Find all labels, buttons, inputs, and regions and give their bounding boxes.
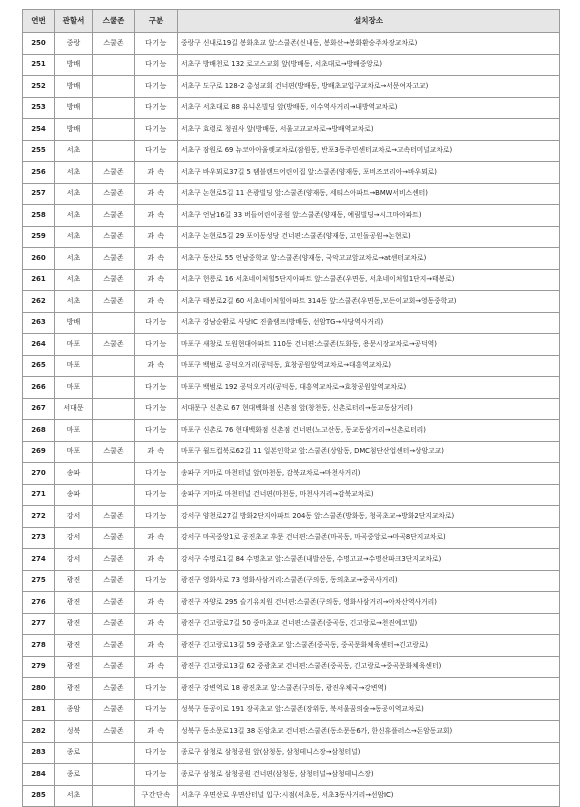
police-station: 서초 — [55, 140, 93, 162]
table-body — [23, 33, 560, 807]
table-row — [23, 484, 560, 506]
table-row — [23, 205, 560, 227]
table-row — [23, 334, 560, 356]
school-zone: 스쿨존 — [93, 570, 135, 592]
police-station: 방배 — [55, 312, 93, 334]
enforcement-type: 다기능 — [135, 420, 178, 442]
row-number: 260 — [23, 248, 55, 270]
row-number: 285 — [23, 785, 55, 807]
police-station: 송파 — [55, 463, 93, 485]
enforcement-type: 다기능 — [135, 377, 178, 399]
row-number: 279 — [23, 656, 55, 678]
table-row — [23, 764, 560, 786]
police-station: 방배 — [55, 119, 93, 141]
install-location: 중랑구 신내로19길 봉화초교 앞:스쿨존(신내동, 봉화산→봉화환승주차장교차로) — [178, 33, 560, 55]
school-zone — [93, 420, 135, 442]
row-number: 276 — [23, 592, 55, 614]
install-location: 강서구 마곡중앙1로 공진초교 후문 건너편:스쿨존(마곡동, 마곡중앙로→마곡8단지교차로) — [178, 527, 560, 549]
install-location: 서초구 헌릉로 16 서초네이처힐5단지아파트 앞:스쿨존(우면동, 서초네이처힐1단지→태봉로) — [178, 269, 560, 291]
school-zone: 스쿨존 — [93, 549, 135, 571]
row-number: 253 — [23, 97, 55, 119]
enforcement-type: 다기능 — [135, 334, 178, 356]
enforcement-type: 다기능 — [135, 312, 178, 334]
enforcement-type: 다기능 — [135, 506, 178, 528]
install-location: 송파구 거마로 마천터널 앞(마천동, 감북교차로→마천사거리) — [178, 463, 560, 485]
enforcement-type: 과 속 — [135, 248, 178, 270]
install-location: 광진구 자양로 295 슬기유치원 건너편:스쿨존(구의동, 영화사삼거리→아차산역사거리) — [178, 592, 560, 614]
table-row — [23, 183, 560, 205]
school-zone: 스쿨존 — [93, 334, 135, 356]
install-location: 서초구 강남순환로 사당IC 진출램프(방배동, 선암TG→사당역사거리) — [178, 312, 560, 334]
install-location: 서초구 언남16길 33 버들어린이공원 앞:스쿨존(양재동, 예림빌딩→시그마아파트) — [178, 205, 560, 227]
header-location: 설치장소 — [178, 10, 560, 33]
police-station: 광진 — [55, 678, 93, 700]
school-zone — [93, 312, 135, 334]
row-number: 281 — [23, 699, 55, 721]
enforcement-type: 다기능 — [135, 140, 178, 162]
install-location: 서초구 효령로 청권사 앞(방배동, 서울고교교차로→방배역교차로) — [178, 119, 560, 141]
school-zone: 스쿨존 — [93, 506, 135, 528]
police-station: 서대문 — [55, 398, 93, 420]
enforcement-type: 과 속 — [135, 205, 178, 227]
camera-location-table — [22, 9, 560, 807]
enforcement-type: 다기능 — [135, 484, 178, 506]
school-zone: 스쿨존 — [93, 33, 135, 55]
police-station: 방배 — [55, 54, 93, 76]
enforcement-type: 다기능 — [135, 570, 178, 592]
table-row — [23, 549, 560, 571]
header-station: 관할서 — [55, 10, 93, 33]
school-zone: 스쿨존 — [93, 183, 135, 205]
school-zone: 스쿨존 — [93, 721, 135, 743]
police-station: 서초 — [55, 785, 93, 807]
install-location: 마포구 신촌로 76 현대백화점 신촌점 건너편(노고산동, 동교동삼거리→신촌로터리) — [178, 420, 560, 442]
police-station: 광진 — [55, 592, 93, 614]
school-zone — [93, 97, 135, 119]
police-station: 방배 — [55, 97, 93, 119]
enforcement-type: 과 속 — [135, 613, 178, 635]
enforcement-type: 다기능 — [135, 699, 178, 721]
row-number: 265 — [23, 355, 55, 377]
police-station: 강서 — [55, 527, 93, 549]
row-number: 251 — [23, 54, 55, 76]
school-zone: 스쿨존 — [93, 699, 135, 721]
install-location: 광진구 영화사로 73 영화사삼거리:스쿨존(구의동, 동의초교→중곡사거리) — [178, 570, 560, 592]
police-station: 마포 — [55, 334, 93, 356]
install-location: 서초구 동산로 55 언남중학교 앞:스쿨존(양재동, 국악고교앞교차로→at센터교차로) — [178, 248, 560, 270]
school-zone — [93, 463, 135, 485]
school-zone: 스쿨존 — [93, 248, 135, 270]
install-location: 마포구 백범로 192 공덕오거리(공덕동, 대흥역교차로→효창공원앞역교차로) — [178, 377, 560, 399]
table-row — [23, 570, 560, 592]
police-station: 마포 — [55, 420, 93, 442]
row-number: 267 — [23, 398, 55, 420]
enforcement-type: 다기능 — [135, 463, 178, 485]
school-zone — [93, 140, 135, 162]
row-number: 268 — [23, 420, 55, 442]
school-zone — [93, 398, 135, 420]
police-station: 서초 — [55, 205, 93, 227]
row-number: 258 — [23, 205, 55, 227]
row-number: 275 — [23, 570, 55, 592]
install-location: 서초구 방배천로 132 로고스교회 앞(방배동, 서초대로→방배중앙로) — [178, 54, 560, 76]
install-location: 성북구 동소문로13길 38 돈암초교 건너편:스쿨존(동소문동6가, 한신휴플러스→돈암동교회) — [178, 721, 560, 743]
row-number: 277 — [23, 613, 55, 635]
enforcement-type: 다기능 — [135, 742, 178, 764]
table-row — [23, 269, 560, 291]
install-location: 광진구 긴고랑로13길 59 중광초교 앞:스쿨존(중곡동, 중곡문화체육센터→긴고랑로) — [178, 635, 560, 657]
school-zone — [93, 76, 135, 98]
header-no: 연번 — [23, 10, 55, 33]
table-row — [23, 613, 560, 635]
install-location: 광진구 강변역로 18 광진초교 앞:스쿨존(구의동, 광진우체국→강변역) — [178, 678, 560, 700]
row-number: 261 — [23, 269, 55, 291]
enforcement-type: 과 속 — [135, 527, 178, 549]
row-number: 264 — [23, 334, 55, 356]
school-zone: 스쿨존 — [93, 205, 135, 227]
row-number: 255 — [23, 140, 55, 162]
table-row — [23, 140, 560, 162]
school-zone: 스쿨존 — [93, 441, 135, 463]
police-station: 서초 — [55, 248, 93, 270]
row-number: 278 — [23, 635, 55, 657]
row-number: 274 — [23, 549, 55, 571]
school-zone: 스쿨존 — [93, 269, 135, 291]
enforcement-type: 과 속 — [135, 162, 178, 184]
row-number: 282 — [23, 721, 55, 743]
row-number: 269 — [23, 441, 55, 463]
school-zone: 스쿨존 — [93, 613, 135, 635]
police-station: 마포 — [55, 377, 93, 399]
install-location: 서초구 논현로5길 29 포이동성당 건너편:스쿨존(양재동, 고인돌공원→논현로) — [178, 226, 560, 248]
police-station: 서초 — [55, 162, 93, 184]
row-number: 250 — [23, 33, 55, 55]
enforcement-type: 과 속 — [135, 269, 178, 291]
row-number: 266 — [23, 377, 55, 399]
table-row — [23, 506, 560, 528]
table-row — [23, 785, 560, 807]
school-zone: 스쿨존 — [93, 678, 135, 700]
table-row — [23, 678, 560, 700]
police-station: 서초 — [55, 291, 93, 313]
row-number: 283 — [23, 742, 55, 764]
enforcement-camera-sheet — [22, 9, 559, 807]
police-station: 강서 — [55, 506, 93, 528]
row-number: 272 — [23, 506, 55, 528]
table-row — [23, 592, 560, 614]
table-row — [23, 527, 560, 549]
row-number: 256 — [23, 162, 55, 184]
table-row — [23, 420, 560, 442]
table-row — [23, 119, 560, 141]
row-number: 257 — [23, 183, 55, 205]
police-station: 서초 — [55, 183, 93, 205]
install-location: 서초구 잠원로 69 뉴코아아울렛교차로(잠원동, 반포3동주민센터교차로→고속터미널교차로) — [178, 140, 560, 162]
school-zone — [93, 764, 135, 786]
police-station: 강서 — [55, 549, 93, 571]
row-number: 263 — [23, 312, 55, 334]
table-row — [23, 54, 560, 76]
enforcement-type: 과 속 — [135, 721, 178, 743]
police-station: 종암 — [55, 699, 93, 721]
install-location: 강서구 수명로1길 84 수명초교 앞:스쿨존(내발산동, 수명고교→수명산파크3단지교차로) — [178, 549, 560, 571]
school-zone: 스쿨존 — [93, 291, 135, 313]
row-number: 254 — [23, 119, 55, 141]
header-type: 구분 — [135, 10, 178, 33]
enforcement-type: 과 속 — [135, 635, 178, 657]
table-row — [23, 291, 560, 313]
table-row — [23, 699, 560, 721]
install-location: 광진구 긴고랑로7길 50 중마초교 건너편:스쿨존(중곡동, 긴고랑로→천진예코빌) — [178, 613, 560, 635]
row-number: 284 — [23, 764, 55, 786]
police-station: 종로 — [55, 742, 93, 764]
table-row — [23, 377, 560, 399]
row-number: 280 — [23, 678, 55, 700]
install-location: 서대문구 신촌로 67 현대백화점 신촌점 앞(창천동, 신촌로터리→동교동삼거리) — [178, 398, 560, 420]
school-zone — [93, 119, 135, 141]
row-number: 252 — [23, 76, 55, 98]
table-row — [23, 97, 560, 119]
school-zone — [93, 484, 135, 506]
school-zone: 스쿨존 — [93, 226, 135, 248]
enforcement-type: 과 속 — [135, 549, 178, 571]
school-zone — [93, 785, 135, 807]
police-station: 중랑 — [55, 33, 93, 55]
police-station: 마포 — [55, 355, 93, 377]
enforcement-type: 다기능 — [135, 54, 178, 76]
install-location: 광진구 긴고랑로13길 62 중광초교 건너편:스쿨존(중곡동, 긴고랑로→중곡문화체육센터) — [178, 656, 560, 678]
header-school-zone: 스쿨존 — [93, 10, 135, 33]
enforcement-type: 다기능 — [135, 119, 178, 141]
enforcement-type: 다기능 — [135, 398, 178, 420]
table-row — [23, 248, 560, 270]
police-station: 광진 — [55, 635, 93, 657]
table-row — [23, 742, 560, 764]
enforcement-type: 과 속 — [135, 183, 178, 205]
install-location: 강서구 양천로27길 방화2단지아파트 204동 앞:스쿨존(방화동, 청곡초교→방화2단지교차로) — [178, 506, 560, 528]
table-row — [23, 441, 560, 463]
police-station: 광진 — [55, 570, 93, 592]
enforcement-type: 과 속 — [135, 291, 178, 313]
row-number: 273 — [23, 527, 55, 549]
enforcement-type: 다기능 — [135, 678, 178, 700]
school-zone — [93, 377, 135, 399]
row-number: 271 — [23, 484, 55, 506]
install-location: 마포구 월드컵북로62길 11 일본인학교 앞:스쿨존(상암동, DMC첨단산업센터→상암고교) — [178, 441, 560, 463]
table-row — [23, 463, 560, 485]
install-location: 마포구 백범로 공덕오거리(공덕동, 효창공원앞역교차로→대흥역교차로) — [178, 355, 560, 377]
police-station: 서초 — [55, 269, 93, 291]
install-location: 서초구 서초대로 88 유니온빌딩 앞(방배동, 이수역사거리→내방역교차로) — [178, 97, 560, 119]
school-zone: 스쿨존 — [93, 656, 135, 678]
install-location: 서초구 논현로5길 11 은광빌딩 앞:스쿨존(양재동, 세티스아파트→BMW서비스센터) — [178, 183, 560, 205]
enforcement-type: 다기능 — [135, 76, 178, 98]
table-row — [23, 721, 560, 743]
enforcement-type: 구간단속 — [135, 785, 178, 807]
school-zone: 스쿨존 — [93, 162, 135, 184]
enforcement-type: 과 속 — [135, 592, 178, 614]
enforcement-type: 다기능 — [135, 97, 178, 119]
police-station: 광진 — [55, 656, 93, 678]
school-zone — [93, 355, 135, 377]
school-zone: 스쿨존 — [93, 592, 135, 614]
table-row — [23, 76, 560, 98]
police-station: 방배 — [55, 76, 93, 98]
school-zone — [93, 742, 135, 764]
row-number: 270 — [23, 463, 55, 485]
install-location: 서초구 바우뫼로37길 5 탬블랜드어린이집 앞:스쿨존(양재동, 포비즈코리아→바우뫼로) — [178, 162, 560, 184]
table-row — [23, 33, 560, 55]
table-row — [23, 162, 560, 184]
install-location: 마포구 새창로 도원현대아파트 110동 건너편:스쿨존(도화동, 용문시장교차로→공덕역) — [178, 334, 560, 356]
school-zone: 스쿨존 — [93, 527, 135, 549]
install-location: 서초구 태봉로2길 60 서초네이처힐아파트 314동 앞:스쿨존(우면동,모든이교회→영동중학교) — [178, 291, 560, 313]
table-header-row — [23, 10, 560, 33]
police-station: 종로 — [55, 764, 93, 786]
enforcement-type: 과 속 — [135, 355, 178, 377]
school-zone: 스쿨존 — [93, 635, 135, 657]
install-location: 송파구 거마로 마천터널 건너편(마천동, 마천사거리→감북교차로) — [178, 484, 560, 506]
school-zone — [93, 54, 135, 76]
table-row — [23, 226, 560, 248]
row-number: 259 — [23, 226, 55, 248]
enforcement-type: 과 속 — [135, 226, 178, 248]
row-number: 262 — [23, 291, 55, 313]
table-row — [23, 656, 560, 678]
enforcement-type: 다기능 — [135, 33, 178, 55]
install-location: 서초구 도구로 128-2 총성교회 건너편(방배동, 방배초교입구교차로→서문여자고교) — [178, 76, 560, 98]
table-row — [23, 355, 560, 377]
enforcement-type: 다기능 — [135, 764, 178, 786]
table-row — [23, 635, 560, 657]
install-location: 종로구 삼청로 삼청공원 건너편(삼청동, 삼청터널→삼청테니스장) — [178, 764, 560, 786]
table-row — [23, 398, 560, 420]
police-station: 서초 — [55, 226, 93, 248]
install-location: 서초구 우면산로 우면산터널 입구:시점(서초동, 서초3동사거리→선암IC) — [178, 785, 560, 807]
police-station: 광진 — [55, 613, 93, 635]
install-location: 성북구 동공이로 191 장곡초교 앞:스쿨존(장위동, 북서울꿈의숲→동공이역교차로) — [178, 699, 560, 721]
police-station: 송파 — [55, 484, 93, 506]
enforcement-type: 과 속 — [135, 441, 178, 463]
table-row — [23, 312, 560, 334]
police-station: 마포 — [55, 441, 93, 463]
police-station: 성북 — [55, 721, 93, 743]
install-location: 종로구 삼청로 삼청공원 앞(삼청동, 삼청테니스장→삼청터널) — [178, 742, 560, 764]
enforcement-type: 과 속 — [135, 656, 178, 678]
